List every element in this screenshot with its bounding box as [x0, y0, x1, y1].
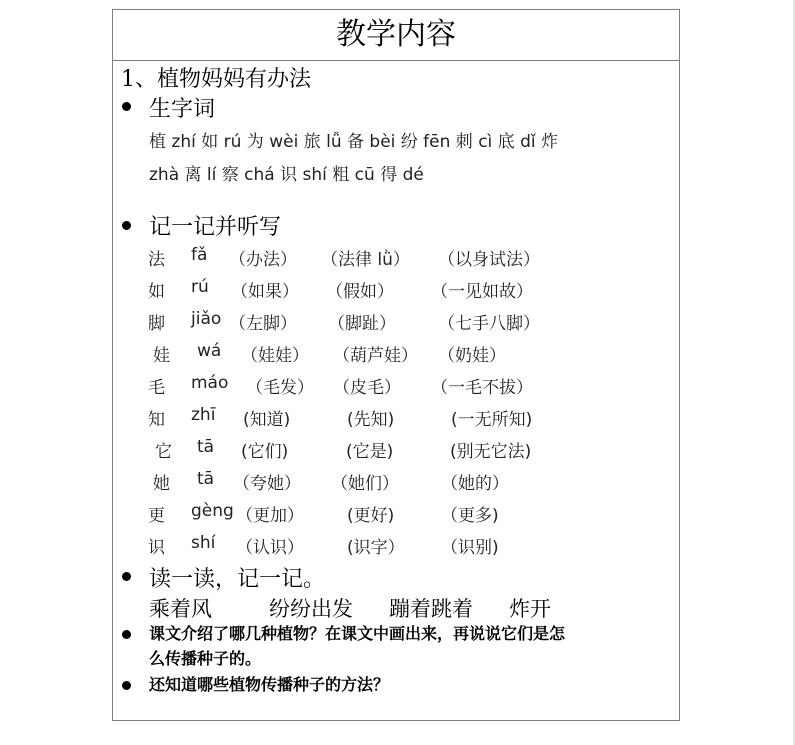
question-1-line-2: 么传播种子的。	[149, 649, 262, 668]
row-word-2: (更好)	[347, 506, 395, 526]
row-pinyin: tā	[197, 469, 215, 489]
row-pinyin: rú	[191, 277, 209, 297]
row-word-3: （一毛不拔）	[431, 378, 533, 398]
vocab-line-1: 植 zhí 如 rú 为 wèi 旅 lǚ 备 bèi 纷 fēn 刺 cì 底 dǐ 炸	[149, 132, 559, 152]
row-char: 法	[148, 250, 165, 270]
row-char: 知	[148, 410, 165, 430]
row-pinyin: máo	[191, 373, 229, 393]
row-word-1: （毛发）	[246, 378, 314, 398]
bullet-icon	[122, 102, 131, 111]
row-char: 更	[148, 506, 165, 526]
phrase: 蹦着跳着	[389, 597, 473, 621]
row-word-2: （皮毛）	[333, 378, 401, 398]
row-char: 它	[155, 442, 172, 462]
question-2: 还知道哪些植物传播种子的方法？	[149, 675, 390, 694]
phrase: 炸开	[509, 597, 551, 621]
row-word-1: （如果）	[231, 282, 299, 302]
row-pinyin: gèng	[191, 501, 234, 521]
row-word-2: （法律 lǜ）	[321, 250, 410, 270]
row-word-3: （她的）	[441, 474, 509, 494]
row-word-2: (识字）	[347, 538, 405, 558]
bullet-icon	[122, 630, 131, 639]
section-heading-reading: 读一读，记一记。	[149, 567, 326, 592]
row-pinyin: fǎ	[191, 245, 208, 265]
row-char: 娃	[153, 346, 170, 366]
row-char: 识	[148, 538, 165, 558]
row-word-2: （葫芦娃）	[333, 346, 418, 366]
section-heading-vocab: 生字词	[149, 97, 216, 122]
vocab-line-2: zhà 离 lí 察 chá 识 shí 粗 cū 得 dé	[149, 165, 424, 185]
row-word-3: （更多)	[441, 506, 499, 526]
row-word-3: （一见如故）	[431, 282, 533, 302]
row-word-2: （脚趾）	[328, 314, 396, 334]
row-word-1: (知道)	[243, 410, 291, 430]
row-word-2: （她们）	[331, 474, 399, 494]
row-word-3: (一无所知)	[451, 410, 533, 430]
bullet-icon	[122, 681, 131, 690]
row-word-2: (它是)	[346, 442, 394, 462]
row-char: 毛	[148, 378, 165, 398]
phrase: 纷纷出发	[269, 597, 353, 621]
row-pinyin: wá	[197, 341, 222, 361]
row-pinyin: zhī	[191, 405, 216, 425]
row-word-1: （更加）	[236, 506, 304, 526]
row-pinyin: shí	[191, 533, 216, 553]
bullet-icon	[122, 221, 131, 230]
row-char: 她	[153, 474, 170, 494]
row-char: 如	[148, 282, 165, 302]
lesson-title: 1、植物妈妈有办法	[121, 67, 311, 92]
row-word-2: (先知)	[347, 410, 395, 430]
row-pinyin: tā	[197, 437, 215, 457]
row-pinyin: jiǎo	[191, 309, 222, 329]
row-word-1: （左脚）	[229, 314, 297, 334]
row-char: 脚	[148, 314, 165, 334]
row-word-3: （以身试法）	[438, 250, 540, 270]
row-word-3: (别无它法)	[450, 442, 532, 462]
row-word-3: （奶娃）	[438, 346, 506, 366]
page-title: 教学内容	[113, 10, 679, 61]
section-heading-dictation: 记一记并听写	[149, 215, 282, 240]
row-word-1: （娃娃）	[241, 346, 309, 366]
content-frame	[112, 9, 680, 721]
row-word-1: (它们)	[241, 442, 289, 462]
row-word-1: （夸她）	[233, 474, 301, 494]
phrase-list	[149, 593, 551, 623]
phrase: 乘着风	[149, 597, 212, 621]
row-word-1: （认识）	[236, 538, 304, 558]
row-word-3: （七手八脚）	[438, 314, 540, 334]
bullet-icon	[122, 572, 131, 581]
question-1-line-1: 课文介绍了哪几种植物？在课文中画出来，再说说它们是怎	[149, 624, 566, 643]
row-word-1: （办法）	[229, 250, 297, 270]
row-word-2: （假如）	[326, 282, 394, 302]
row-word-3: （识别)	[441, 538, 499, 558]
